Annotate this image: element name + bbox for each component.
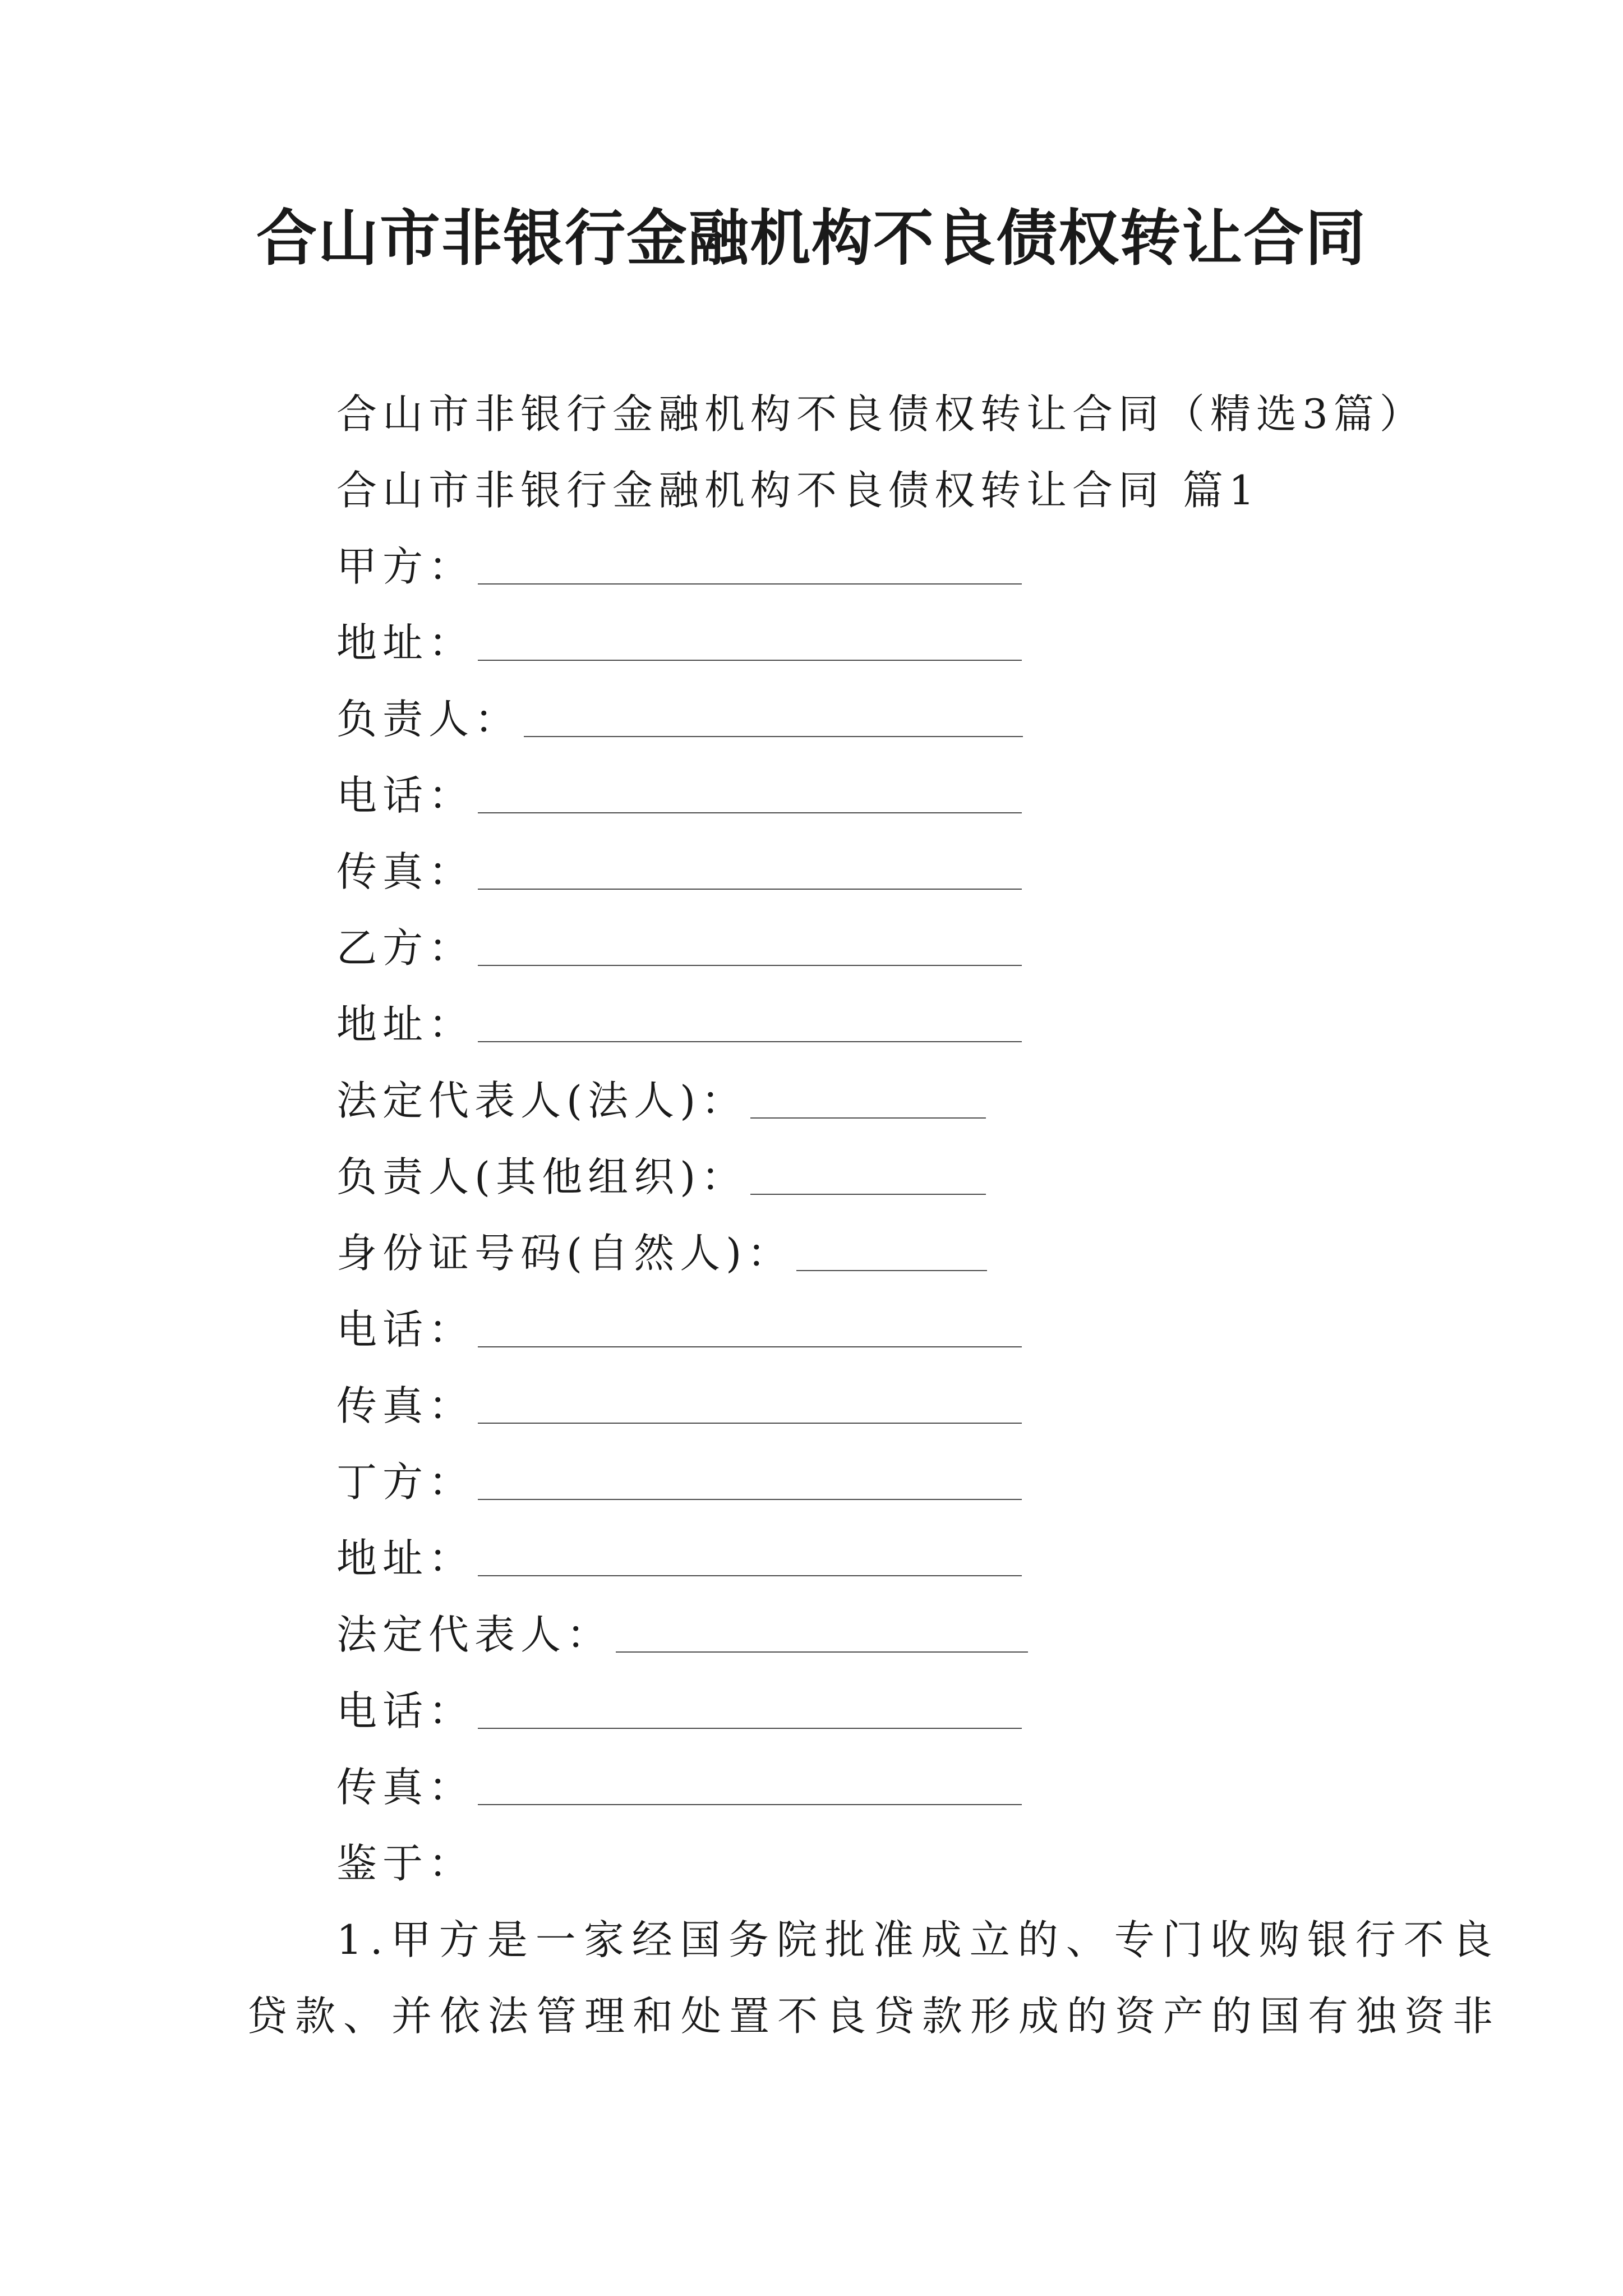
party-b-id-field — [336, 1226, 987, 1280]
party-b-address-field — [336, 997, 1022, 1051]
party-a-address-blank[interactable] — [478, 660, 1022, 661]
party-d-name-field — [336, 1455, 1022, 1509]
party-d-address-field — [336, 1531, 1022, 1585]
party-b-id-blank[interactable] — [796, 1270, 987, 1271]
party-d-fax-blank[interactable] — [478, 1804, 1022, 1805]
party-b-fax-label: 传真： — [336, 1382, 475, 1429]
party-b-name-blank[interactable] — [478, 965, 1022, 966]
party-d-phone-blank[interactable] — [478, 1728, 1022, 1729]
party-b-phone-field — [336, 1303, 1022, 1356]
party-a-name-label: 甲方： — [336, 543, 475, 590]
party-b-principal-blank[interactable] — [750, 1194, 986, 1195]
party-b-principal-label: 负责人(其他组织)： — [336, 1153, 748, 1200]
party-a-fax-label: 传真： — [336, 848, 475, 895]
party-a-principal-label: 负责人： — [336, 696, 521, 743]
party-b-legal-rep-label: 法定代表人(法人)： — [336, 1077, 748, 1124]
party-b-principal-field — [336, 1150, 986, 1204]
party-b-address-blank[interactable] — [478, 1041, 1022, 1042]
section-heading: 合山市非银行金融机构不良债权转让合同 篇1 — [336, 467, 1260, 514]
party-b-legal-rep-field — [336, 1074, 986, 1128]
party-b-address-label: 地址： — [336, 1001, 475, 1048]
party-b-fax-blank[interactable] — [478, 1423, 1022, 1424]
party-b-legal-rep-blank[interactable] — [750, 1117, 986, 1119]
party-a-principal-blank[interactable] — [524, 736, 1023, 737]
clause-1-line-1: 1.甲方是一家经国务院批准成立的、专门收购银行不良 — [336, 1916, 1500, 1963]
party-a-phone-blank[interactable] — [478, 812, 1022, 813]
party-a-address-field — [336, 616, 1022, 670]
party-b-phone-label: 电话： — [336, 1306, 475, 1353]
party-a-principal-field — [336, 692, 1023, 746]
party-b-phone-blank[interactable] — [478, 1346, 1022, 1347]
document-subtitle: 合山市非银行金融机构不良债权转让合同（精选3篇） — [336, 390, 1426, 438]
party-a-fax-blank[interactable] — [478, 889, 1022, 890]
party-b-name-field — [336, 921, 1022, 975]
party-a-address-label: 地址： — [336, 619, 475, 666]
party-a-name-field — [336, 540, 1022, 593]
party-d-fax-field — [336, 1760, 1022, 1814]
party-a-phone-field — [336, 769, 1022, 822]
party-d-fax-label: 传真： — [336, 1764, 475, 1811]
party-d-phone-label: 电话： — [336, 1687, 475, 1734]
party-a-phone-label: 电话： — [336, 772, 475, 819]
party-d-name-label: 丁方： — [336, 1458, 475, 1506]
whereas-label: 鉴于： — [336, 1840, 475, 1887]
party-d-phone-field — [336, 1684, 1022, 1738]
party-a-fax-field — [336, 845, 1022, 899]
party-d-legal-rep-field — [336, 1608, 1028, 1662]
party-b-name-label: 乙方： — [336, 924, 475, 972]
party-b-fax-field — [336, 1379, 1022, 1433]
party-d-legal-rep-label: 法定代表人： — [336, 1611, 613, 1658]
party-d-name-blank[interactable] — [478, 1499, 1022, 1500]
clause-1-line-2: 贷款、并依法管理和处置不良贷款形成的资产的国有独资非 — [247, 1993, 1501, 2040]
party-d-address-label: 地址： — [336, 1535, 475, 1582]
party-d-legal-rep-blank[interactable] — [616, 1651, 1028, 1653]
party-b-id-label: 身份证号码(自然人)： — [336, 1230, 794, 1277]
party-d-address-blank[interactable] — [478, 1575, 1022, 1576]
document-title: 合山市非银行金融机构不良债权转让合同 — [256, 203, 1367, 274]
party-a-name-blank[interactable] — [478, 583, 1022, 585]
